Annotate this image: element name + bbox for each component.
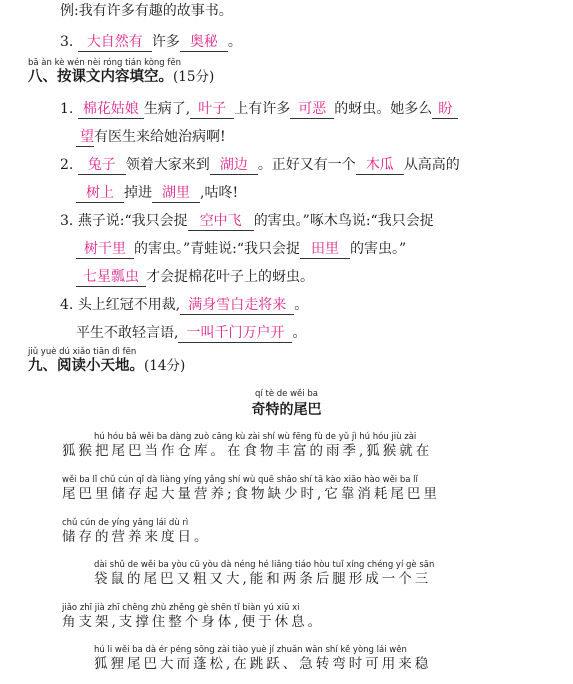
question-text: 。 bbox=[292, 325, 307, 341]
question-8-4-cont bbox=[76, 324, 306, 343]
question-8-2 bbox=[60, 156, 460, 175]
question-8-3-cont bbox=[76, 240, 406, 259]
passage-line-pinyin: hú hóu bǎ wěi ba dàng zuò cāng kù zài shí wù fēng fù de yǔ jì hú hóu jiù zài bbox=[94, 432, 417, 442]
answer-blank: 一叫千门万户开 bbox=[178, 325, 292, 343]
passage-line-pinyin: hú li wěi ba dà ér péng sōng zài tiào yuè jí zhuǎn wān shí kě yòng lái wěn bbox=[94, 645, 407, 655]
passage-title: 奇特的尾巴 bbox=[251, 402, 322, 418]
question-8-1-cont bbox=[76, 128, 226, 147]
passage-line-pinyin: wěi ba lǐ chǔ cún qǐ dà liàng yíng yǎng shí wù quē shǎo shí tā kào xiāo hào wěi ba lǐ bbox=[62, 475, 418, 485]
answer-blank: 可恶 bbox=[290, 101, 334, 119]
answer-blank: 田里 bbox=[300, 241, 350, 259]
answer-blank: 湖里 bbox=[152, 185, 200, 203]
question-number: 3. bbox=[60, 213, 74, 229]
question-8-2-cont bbox=[76, 184, 238, 203]
question-text: 头上红冠不用裁, bbox=[77, 297, 181, 313]
passage-line-pinyin: dài shǔ de wěi ba yòu cū yòu dà néng hé liǎng tiáo hòu tuǐ xíng chéng yí gè sān bbox=[94, 560, 435, 570]
answer-blank: 木瓜 bbox=[356, 157, 404, 175]
question-text: 的害虫。”青蛙说:“我只会捉 bbox=[134, 241, 301, 257]
section-score: (14分) bbox=[144, 358, 186, 374]
section-9-heading bbox=[28, 357, 185, 375]
answer-blank: 望 bbox=[76, 129, 94, 147]
question-number: 3. bbox=[60, 34, 74, 50]
answer-blank: 树干里 bbox=[76, 241, 134, 259]
answer-blank: 湖边 bbox=[210, 157, 258, 175]
passage-line: 狐猴把尾巴当作仓库。在食物丰富的雨季,狐猴就在 bbox=[62, 443, 433, 459]
section-score: (15分) bbox=[173, 69, 215, 85]
answer-blank: 盼 bbox=[432, 101, 458, 119]
passage-line-pinyin: chǔ cún de yíng yǎng lái dù rì bbox=[62, 518, 189, 528]
question-text: 的蚜虫。她多么 bbox=[334, 101, 433, 117]
section-title: 九、阅读小天地。 bbox=[28, 358, 144, 374]
question-text: 领着大家来到 bbox=[125, 157, 210, 173]
answer-blank: 空中飞 bbox=[188, 213, 254, 231]
passage-title-pinyin: qí tè de wěi ba bbox=[255, 389, 318, 399]
question-text: 。正好又有一个 bbox=[257, 157, 356, 173]
question-text: 掉进 bbox=[124, 185, 152, 201]
answer-blank: 兔子 bbox=[78, 157, 126, 175]
answer-blank: 棉花姑娘 bbox=[78, 101, 144, 119]
question-8-3 bbox=[60, 212, 434, 231]
passage-line: 尾巴里储存起大量营养;食物缺少时,它靠消耗尾巴里 bbox=[62, 486, 440, 502]
section-8-pinyin: bā àn kè wén nèi róng tián kòng fēn bbox=[28, 58, 182, 68]
question-text: 上有许多 bbox=[234, 101, 291, 117]
question-text: 。 bbox=[227, 34, 242, 50]
question-text: 燕子说:“我只会捉 bbox=[77, 213, 188, 229]
answer-blank: 大自然有 bbox=[78, 34, 152, 52]
question-text: 平生不敢轻言语, bbox=[76, 325, 179, 341]
question-text: 。 bbox=[294, 297, 309, 313]
question-text: 生病了, bbox=[143, 101, 191, 117]
passage-line: 狐狸尾巴大而蓬松,在跳跃、急转弯时可用来稳 bbox=[94, 656, 432, 672]
question-text: 才会捉棉花叶子上的蚜虫。 bbox=[146, 269, 314, 285]
question-number: 2. bbox=[60, 157, 74, 173]
section-9-pinyin: jiǔ yuè dú xiǎo tiān dì fēn bbox=[28, 347, 137, 357]
question-text: 许多 bbox=[151, 34, 180, 50]
question-number: 1. bbox=[60, 101, 74, 117]
question-text: ,咕咚! bbox=[200, 185, 239, 201]
section-8-heading bbox=[28, 68, 214, 86]
passage-line-pinyin: jiǎo zhī jià zhī chēng zhù zhěng gè shēn tǐ biàn yú xiū xi bbox=[62, 603, 300, 613]
answer-blank: 树上 bbox=[76, 185, 124, 203]
question-8-1 bbox=[60, 100, 458, 119]
example-sentence: 例:我有许多有趣的故事书。 bbox=[60, 3, 233, 19]
answer-blank: 奥秘 bbox=[180, 34, 228, 52]
question-text: 的害虫。”啄木鸟说:“我只会捉 bbox=[253, 213, 434, 229]
question-text: 有医生来给她治病啊! bbox=[94, 129, 226, 145]
question-8-3-cont2 bbox=[76, 268, 314, 287]
passage-line: 角支架,支撑住整个身体,便于休息。 bbox=[62, 614, 325, 630]
question-7-3 bbox=[60, 33, 242, 52]
question-text: 从高高的 bbox=[403, 157, 460, 173]
question-number: 4. bbox=[60, 297, 74, 313]
question-8-4 bbox=[60, 296, 308, 315]
passage-line: 储存的营养来度日。 bbox=[62, 529, 211, 545]
section-title: 八、按课文内容填空。 bbox=[28, 69, 173, 85]
passage-line: 袋鼠的尾巴又粗又大,能和两条后腿形成一个三 bbox=[94, 571, 432, 587]
answer-blank: 叶子 bbox=[190, 101, 234, 119]
question-text: 的害虫。” bbox=[350, 241, 407, 257]
answer-blank: 七星瓢虫 bbox=[76, 269, 146, 287]
answer-blank: 满身雪白走将来 bbox=[180, 297, 294, 315]
